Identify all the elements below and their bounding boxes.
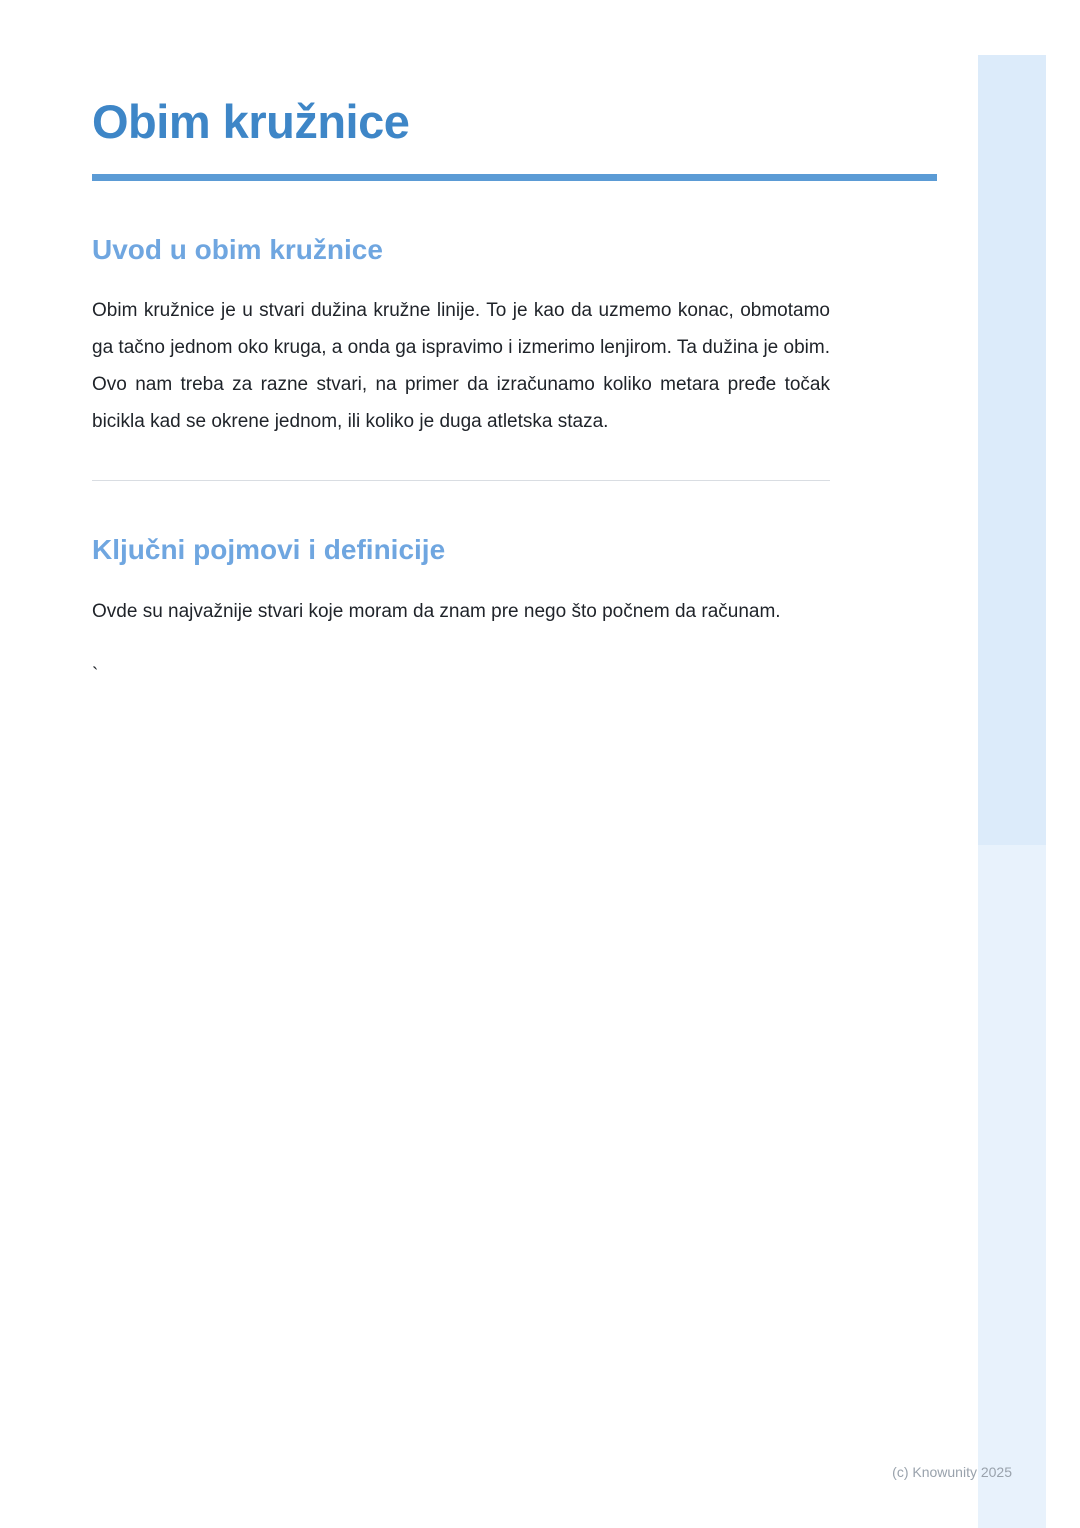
document-content [92,0,937,688]
section-heading-kljucni-pojmovi: Ključni pojmovi i definicije [92,534,446,566]
right-margin-band [978,55,1046,1528]
copyright-footer: (c) Knowunity 2025 [892,1464,1012,1480]
stray-backtick-text: ` [92,664,99,686]
section-divider [92,480,830,481]
page-title: Obim kružnice [92,95,410,148]
section-heading-uvod: Uvod u obim kružnice [92,233,383,265]
section-body-kljucni-pojmovi: Ovde su najvažnije stvari koje moram da znam pre nego što počnem da računam. [92,600,781,622]
title-divider [92,174,937,181]
section-body-uvod: Obim kružnice je u stvari dužina kružne linije. To je kao da uzmemo konac, obmotamo ga tačno jednom oko kruga, a onda ga ispravimo i izmerimo lenjirom. Ta dužina je obim. Ovo nam treba za razne stvari, na primer da izračunamo koliko metara pređe točak bicikla kad se okrene jednom, ili koliko je duga atletska staza. [92,300,830,433]
